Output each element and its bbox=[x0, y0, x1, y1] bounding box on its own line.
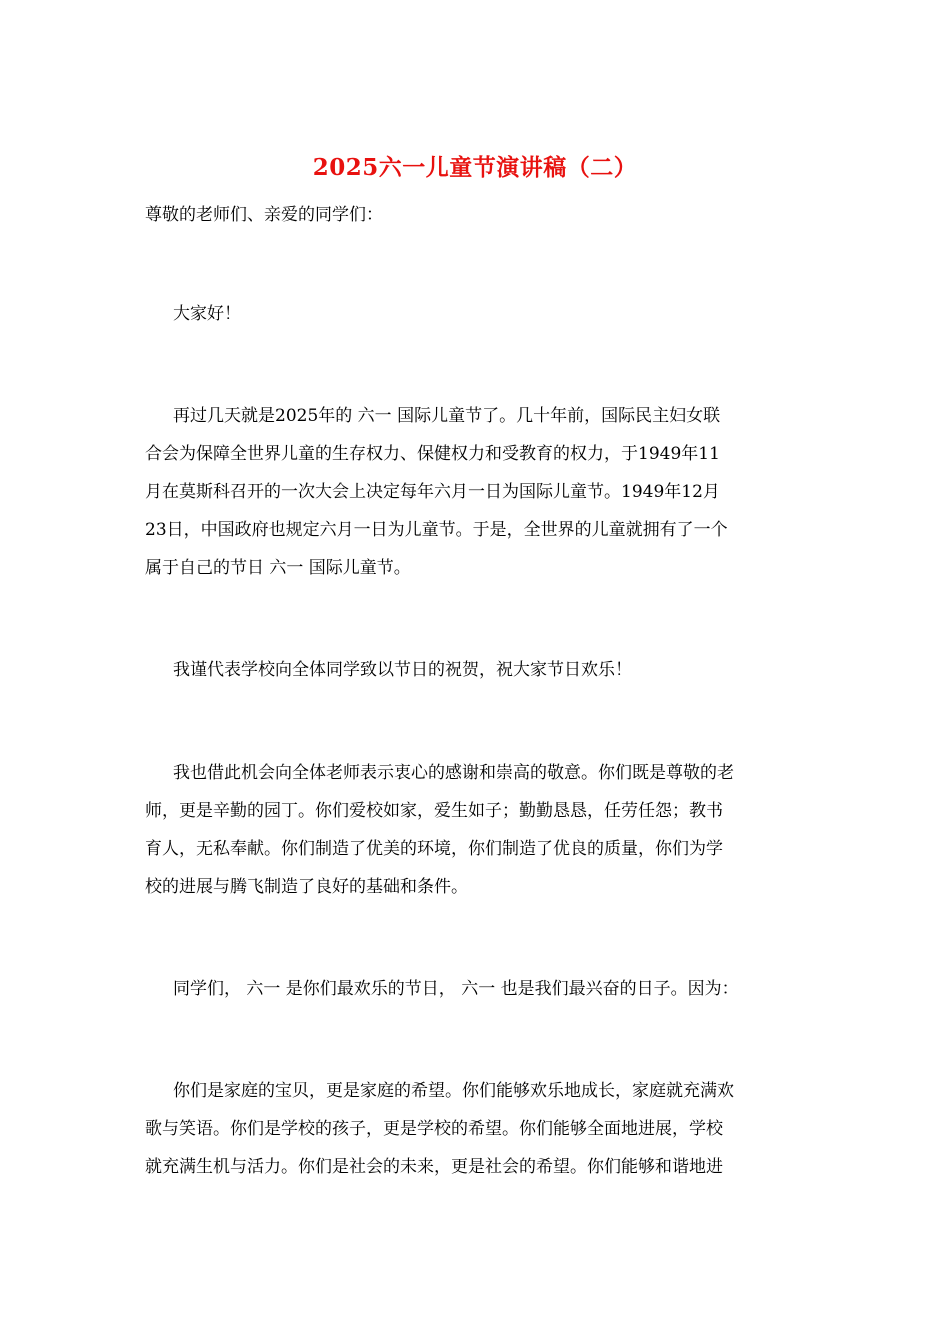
paragraph-line: 校的进展与腾飞制造了良好的基础和条件。 bbox=[145, 877, 468, 897]
paragraph-teachers bbox=[145, 754, 810, 906]
paragraph-line: 属于自己的节日 六一 国际儿童节。 bbox=[145, 558, 411, 578]
paragraph-hope bbox=[145, 1072, 810, 1186]
paragraph-congratulation bbox=[145, 651, 810, 689]
paragraph-line: 师，更是辛勤的园丁。你们爱校如家，爱生如子；勤勤恳恳，任劳任怨；教书 bbox=[145, 801, 723, 821]
paragraph-line: 歌与笑语。你们是学校的孩子，更是学校的希望。你们能够全面地进展，学校 bbox=[145, 1119, 723, 1139]
paragraph-history bbox=[145, 397, 810, 587]
paragraph-line: 月在莫斯科召开的一次大会上决定每年六月一日为国际儿童节。1949年12月 bbox=[145, 482, 720, 502]
paragraph-line: 育人，无私奉献。你们制造了优美的环境，你们制造了优良的质量，你们为学 bbox=[145, 839, 723, 859]
salutation bbox=[145, 196, 810, 234]
paragraph-line: 再过几天就是2025年的 六一 国际儿童节了。几十年前，国际民主妇女联 bbox=[173, 406, 721, 426]
paragraph-line: 合会为保障全世界儿童的生存权力、保健权力和受教育的权力，于1949年11 bbox=[145, 444, 720, 464]
document-title: 2025六一儿童节演讲稿（二） bbox=[312, 154, 638, 181]
paragraph-line: 你们是家庭的宝贝，更是家庭的希望。你们能够欢乐地成长，家庭就充满欢 bbox=[173, 1081, 734, 1101]
paragraph-students bbox=[145, 970, 810, 1008]
paragraph-line: 大家好！ bbox=[173, 304, 241, 324]
paragraph-line: 就充满生机与活力。你们是社会的未来，更是社会的希望。你们能够和谐地进 bbox=[145, 1157, 723, 1177]
paragraph-line: 我谨代表学校向全体同学致以节日的祝贺，祝大家节日欢乐！ bbox=[173, 660, 632, 680]
paragraph-line: 同学们， 六一 是你们最欢乐的节日， 六一 也是我们最兴奋的日子。因为： bbox=[173, 979, 739, 999]
paragraph-line: 我也借此机会向全体老师表示衷心的感谢和崇高的敬意。你们既是尊敬的老 bbox=[173, 763, 734, 783]
salutation-line: 尊敬的老师们、亲爱的同学们： bbox=[145, 205, 383, 225]
paragraph-line: 23日，中国政府也规定六月一日为儿童节。于是，全世界的儿童就拥有了一个 bbox=[145, 520, 728, 540]
paragraph-greeting bbox=[145, 295, 810, 333]
